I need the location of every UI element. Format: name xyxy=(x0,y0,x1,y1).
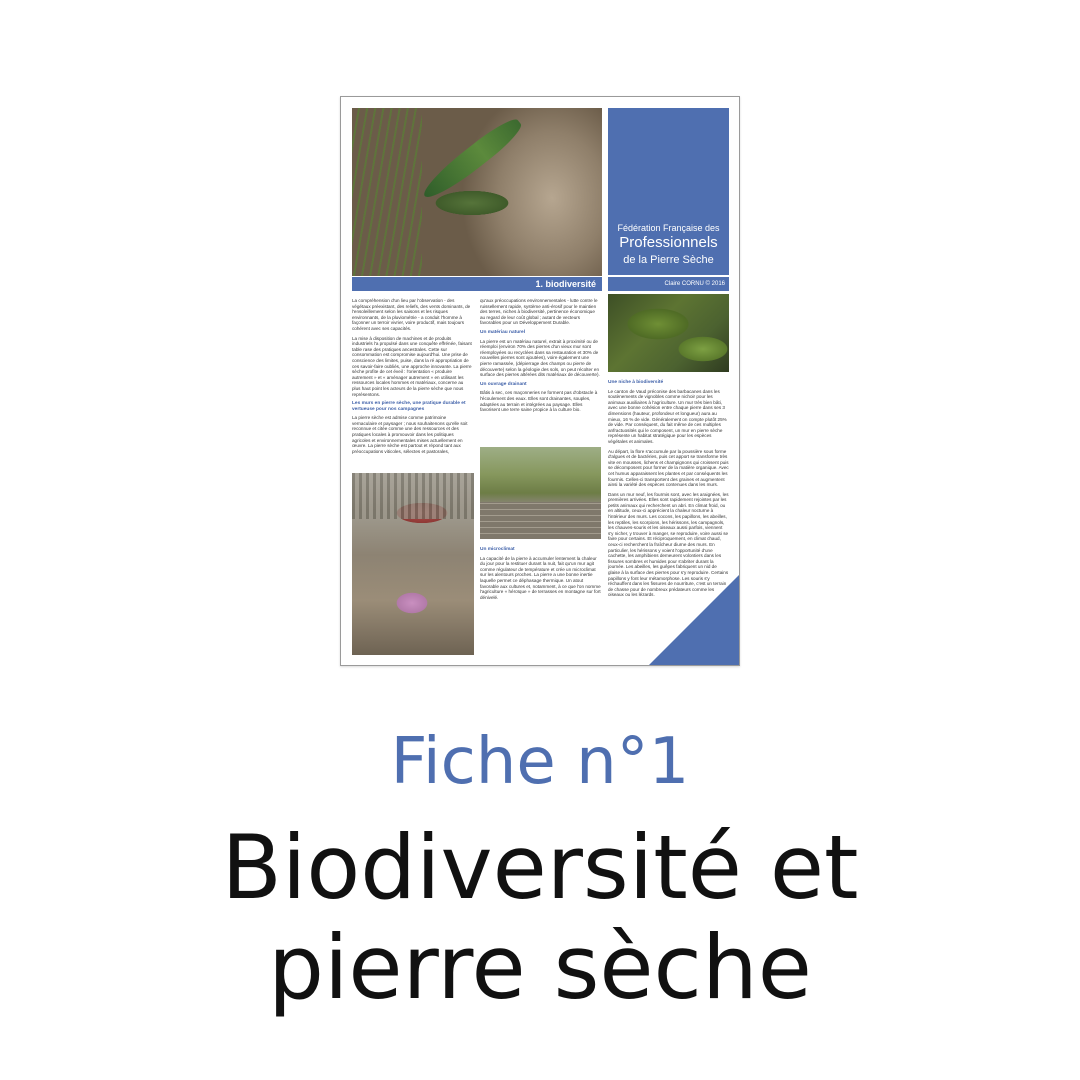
fence-detail xyxy=(352,473,474,519)
text-column-2-lower xyxy=(480,544,601,624)
paragraph: Le canton de Vaud préconise des barbacanes dans les soutènements de vignobles comme nichoir pour les animaux auxiliaires à l'agriculture. Un mur très bien bâti, avec une bonne cohésion entre chaque pierre dans ses 3 dimensions (hauteur, profondeur et longueur) aura au mieux, 16 % de vide. Généralement on compte plutôt 25% de vide. Par conséquent, du fait même de ces multiples anfractuosités qui le composent, un mur en pierre sèche représente un habitat stratégique pour les espèces végétales et animales. xyxy=(608,388,727,444)
section-title-bar: 1. biodiversité xyxy=(352,277,602,291)
fiche-number: Fiche n°1 xyxy=(390,725,690,799)
subheading: Un microclimat xyxy=(480,547,515,552)
subheading: Un matériau naturel xyxy=(480,329,526,335)
federation-logo-box xyxy=(608,108,729,275)
federation-line2: Professionnels xyxy=(619,234,718,251)
paragraph: La mise à disposition de machines et de produits industriels l'a propulsé dans une conquête effrénée, faisant table rase des pratiques ancestrales. Cette sur consommation est compromise aujourd'hui. Une prise de conscience des limites, puise, dans la ré appropriation de ces savoir-faire oubliés, une approche innovante. La pierre sèche profite de cet éveil : l'orientation « produire autrement » et « aménager autrement » en utilisant les ressources locales hommes et matériaux, concerne au plus haut point les acteurs de la pierre sèche que nous représentons. xyxy=(352,335,472,397)
stones-detail xyxy=(480,502,601,539)
paragraph: qu'aux préoccupations environnementales - lutte contre le ruissellement rapide, système anti-érosif pour le maintien des terres, niches à biodiversité, pertinence économique au regard de leur coût global ; autant de vecteurs favorables pour un Développement Durable. xyxy=(480,298,598,326)
lizard-photo xyxy=(352,108,602,276)
paragraph: Dans un mur neuf, les fourmis sont, avec les araignées, les premières arrivées. Elles sont rapidement rejointes par les petits animaux qui recherchent un abri. En climat froid, ou en altitude, ceux-ci apprécient la chaleur nocturne à l'intérieur des murs. Les cocons, les papillons, les abeilles, les reptiles, les scorpions, les hérissons, les campagnols, les chauves-souris et les oiseaux aussi parfois, viennent s'y nicher, y trouver à manger, se reproduire, voire aussi se faire pour certains. Et réciproquement, en climat chaud, ceux-ci recherchent la fraîcheur diurne des murs. En particulier, les hérissons y voient l'opportunité d'une cachette, les amphibiens demeurent volontiers dans les fissures sombres et humides pour s'abriter durant la journée. Les abeilles, les guêpes fabriquent un nid de glaise à la surface des pierres pour s'y reproduire. Certains papillons y font leur métamorphose. Les souris s'y réchauffent dans les fissures de nourriture, c'est un terrain de chasse pour de nombreux prédateurs comme les oiseaux ou les lézards. xyxy=(608,491,729,598)
credit-bar: Claire CORNU © 2016 xyxy=(608,277,729,291)
page-title xyxy=(0,818,1080,1018)
flower-wall-photo xyxy=(352,473,474,655)
paragraph: La capacité de la pierre à accumuler lentement la chaleur du jour pour la restituer durant la nuit, fait qu'un mur agit comme régulateur de température et crée un microclimat sur les alentours proches. La pierre a une bonne inertie laquelle permet ce déphasage thermique. Un atout favorable aux cultures et, notamment, à ce que l'on nomme l'agriculture « héroïque » de terrasses en montagne sur fort dénivelé. xyxy=(480,555,601,600)
field-wall-photo xyxy=(480,447,601,539)
federation-line3: de la Pierre Sèche xyxy=(623,254,714,266)
paragraph: Bâtis à sec, ces maçonneries ne forment pas d'obstacle à l'écoulement des eaux. Elles sont drainantes, souples, adaptées au terrain et intégrées au paysage. Elles favorisent une terre saine propice à la culture bio. xyxy=(480,390,598,413)
federation-line1: Fédération Française des xyxy=(617,223,720,233)
paragraph: La pierre sèche est admise comme patrimoine vernaculaire et paysager ; nous souhaitenons qu'elle soit reconnue et citée comme une des ressources et des pratiques locales à promouvoir dans les politiques agricoles et environnementales mises actuellement en œuvre. La pierre sèche est partout et répond tant aux préoccupations viticoles, sélectes et pastorales, xyxy=(352,415,468,454)
lizard-shape xyxy=(418,113,526,204)
paragraph: La compréhension d'un lieu par l'observation - des végétaux préexistant, des reliefs, des vents dominants, de l'ensoleillement selon les saisons et les risques environnants, de la pluviométrie - a conduit l'homme à façonner un terroir vivrier, voire productif, mais toujours cohérent avec ses capacités. xyxy=(352,298,471,331)
moss-wall-photo xyxy=(608,294,729,372)
document-preview xyxy=(340,96,740,666)
title-line-2: pierre sèche xyxy=(268,916,812,1019)
paragraph: Au départ, la flore s'accumule par la poussière sous forme d'algues et de bactéries, puis cet apport se transforme très vite en mousses, lichens et champignons qui croissent puis se décomposent pour former de la matière organique. Avec cet humus apparaissent les plantes et par conséquents les fourmis. Celles-ci transportent des graines et augmentent ainsi la variété des espèces contenues dans les murs. xyxy=(608,448,729,488)
subheading: Un ouvrage drainant xyxy=(480,381,527,387)
corner-triangle xyxy=(649,575,739,665)
paragraph: La pierre est un matériau naturel, extrait à proximité ou de réemploi (environ 70% des pierres d'un vieux mur sont réemployées ou recyclées dans sa restauration et 30% de nouvelles pierres sont ajoutées), voire également une pierre ramassée, (dépierrage des champs ou pierre de découverte) selon la géologie des sols, on peut récolter en surface des pierres altérées dits matériaux de découverte). xyxy=(480,338,600,378)
subheading: Une niche à biodiversité xyxy=(608,380,664,385)
text-column-1 xyxy=(352,298,472,474)
title-line-1: Biodiversité et xyxy=(221,816,859,919)
subheading: Les murs en pierre sèche, une pratique durable et vertueuse pour nos campagnes xyxy=(352,401,466,412)
text-column-2 xyxy=(480,298,601,443)
grass-detail xyxy=(352,108,422,276)
